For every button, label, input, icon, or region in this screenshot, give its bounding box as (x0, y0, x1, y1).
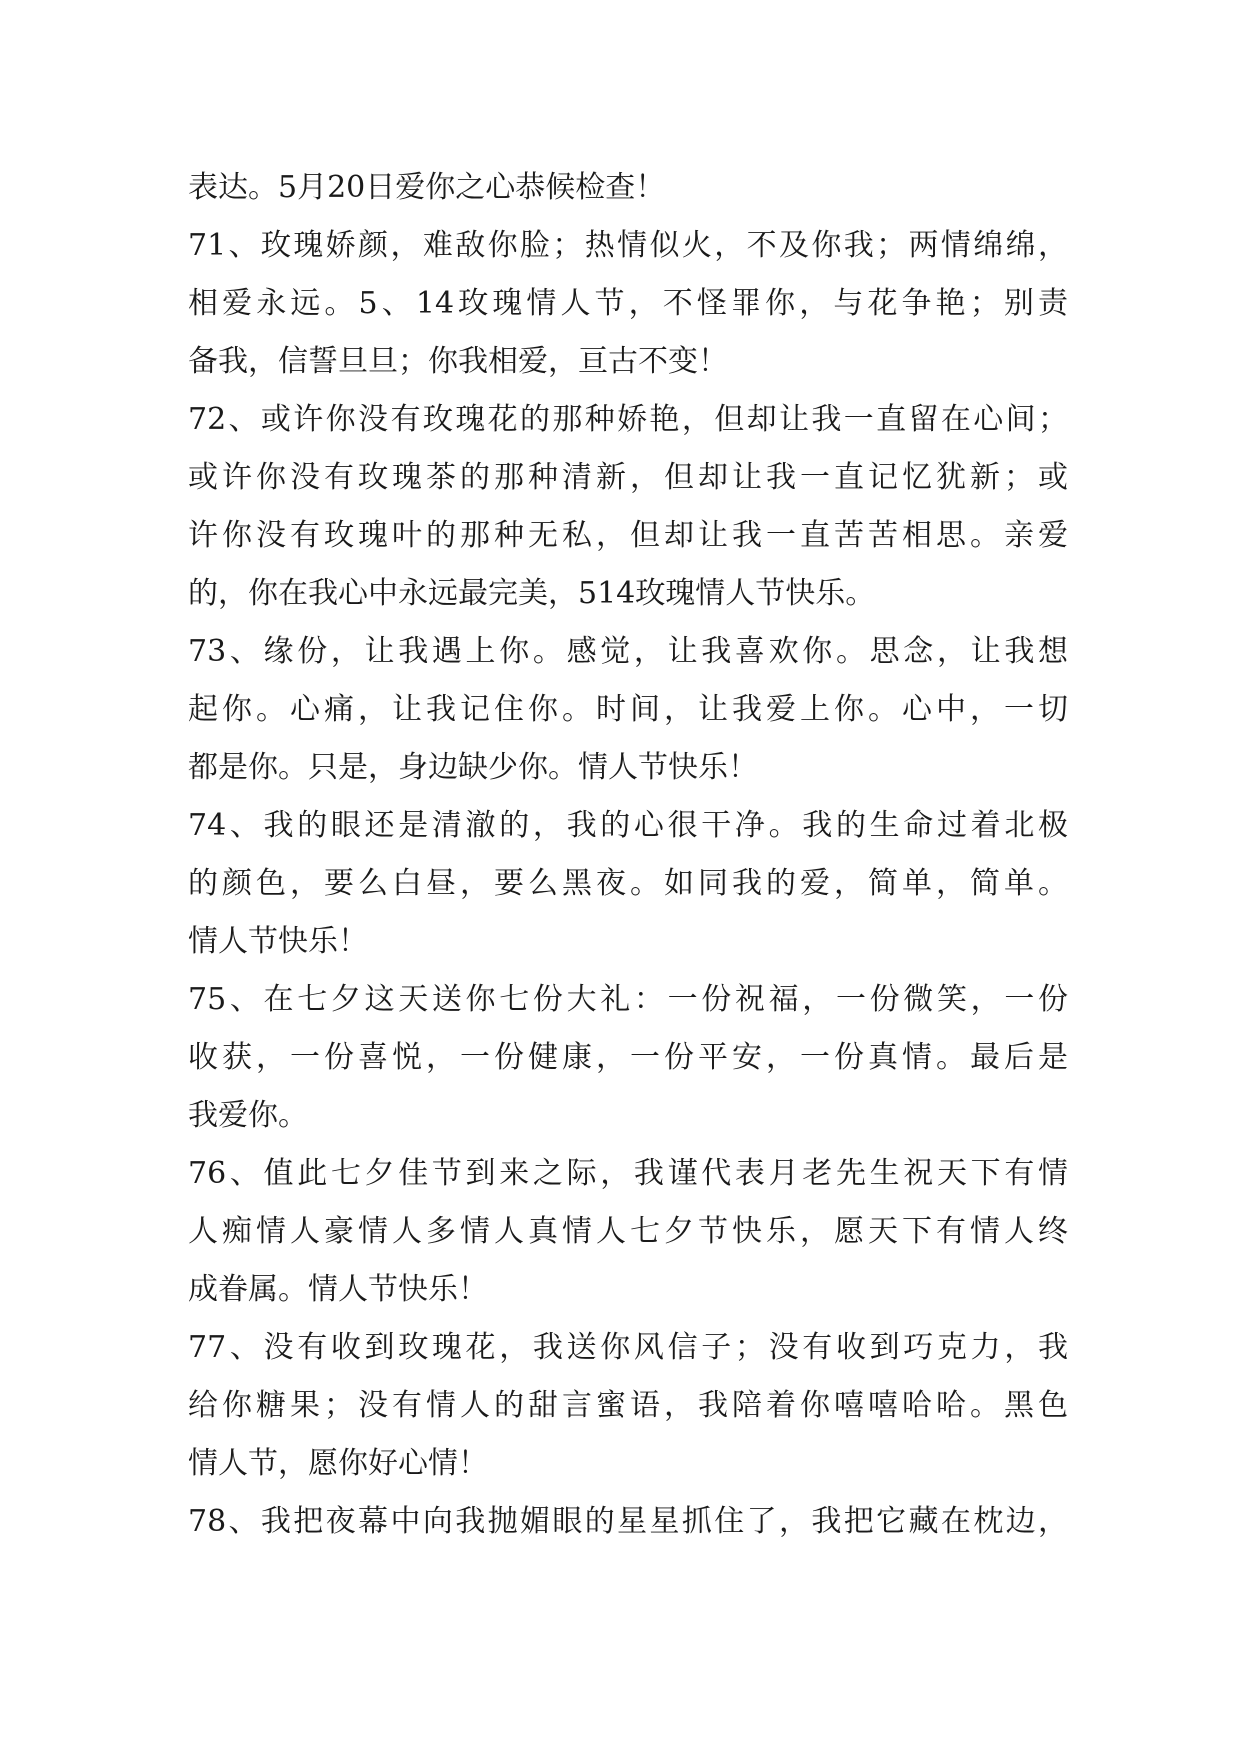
text-line: 收获，一份喜悦，一份健康，一份平安，一份真情。最后是 (188, 1040, 1068, 1075)
text-line: 77、没有收到玫瑰花，我送你风信子；没有收到巧克力，我 (188, 1330, 1068, 1365)
text-line: 情人节快乐！ (188, 924, 368, 959)
text-line: 我爱你。 (188, 1098, 308, 1133)
text-line: 人痴情人豪情人多情人真情人七夕节快乐，愿天下有情人终 (188, 1214, 1068, 1249)
text-line: 起你。心痛，让我记住你。时间，让我爱上你。心中，一切 (188, 692, 1068, 727)
text-line: 或许你没有玫瑰茶的那种清新，但却让我一直记忆犹新；或 (188, 460, 1068, 495)
text-line: 75、在七夕这天送你七份大礼：一份祝福，一份微笑，一份 (188, 982, 1068, 1017)
text-line: 许你没有玫瑰叶的那种无私，但却让我一直苦苦相思。亲爱 (188, 518, 1068, 553)
text-line: 都是你。只是，身边缺少你。情人节快乐！ (188, 750, 758, 785)
text-line: 74、我的眼还是清澈的，我的心很干净。我的生命过着北极 (188, 808, 1068, 843)
text-line: 的，你在我心中永远最完美，514玫瑰情人节快乐。 (188, 576, 876, 611)
text-line: 成眷属。情人节快乐！ (188, 1272, 488, 1307)
text-line: 备我，信誓旦旦；你我相爱，亘古不变！ (188, 344, 728, 379)
text-line: 71、玫瑰娇颜，难敌你脸；热情似火，不及你我；两情绵绵， (188, 228, 1068, 263)
text-line: 78、我把夜幕中向我抛媚眼的星星抓住了，我把它藏在枕边， (188, 1504, 1068, 1539)
text-line: 的颜色，要么白昼，要么黑夜。如同我的爱，简单，简单。 (188, 866, 1068, 901)
text-line: 73、缘份，让我遇上你。感觉，让我喜欢你。思念，让我想 (188, 634, 1068, 669)
text-line: 72、或许你没有玫瑰花的那种娇艳，但却让我一直留在心间； (188, 402, 1068, 437)
text-line: 给你糖果；没有情人的甜言蜜语，我陪着你嘻嘻哈哈。黑色 (188, 1388, 1068, 1423)
text-line: 76、值此七夕佳节到来之际，我谨代表月老先生祝天下有情 (188, 1156, 1068, 1191)
text-line: 表达。5月20日爱你之心恭候检查！ (188, 170, 666, 205)
text-line: 相爱永远。5、14玫瑰情人节，不怪罪你，与花争艳；别责 (188, 286, 1068, 321)
text-line: 情人节，愿你好心情！ (188, 1446, 488, 1481)
